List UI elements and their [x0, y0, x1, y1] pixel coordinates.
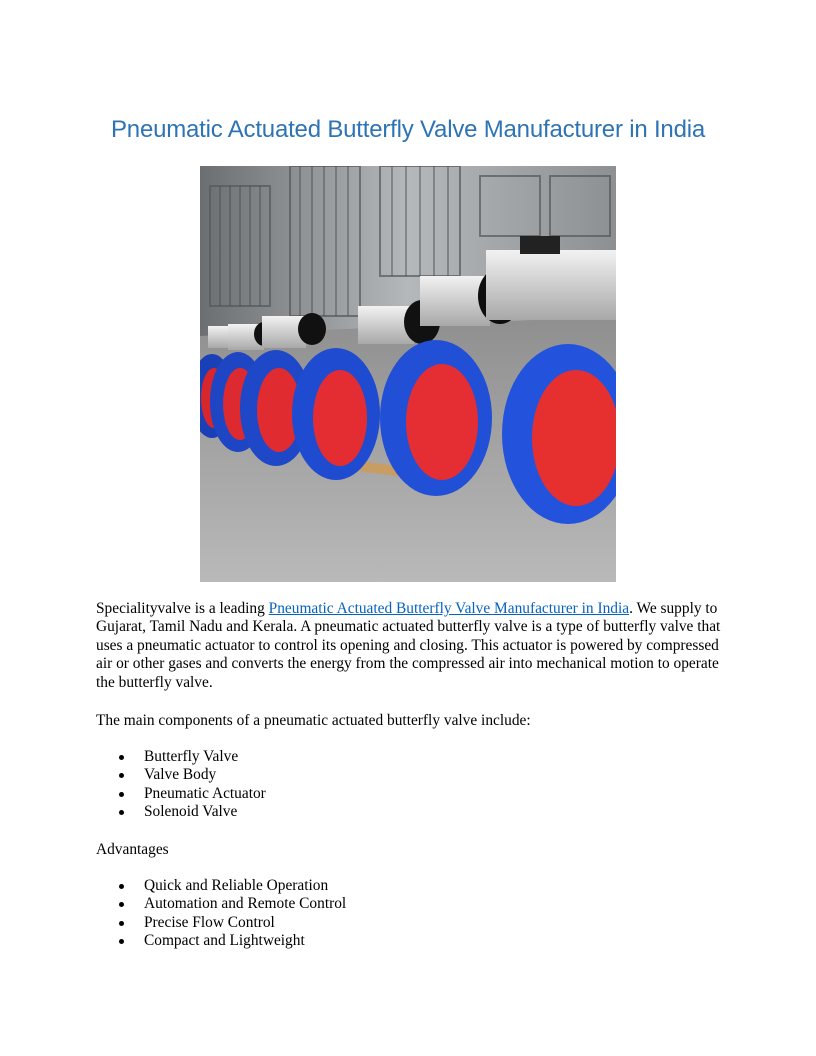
list-item: Quick and Reliable Operation — [96, 877, 696, 895]
list-item: Automation and Remote Control — [96, 895, 696, 913]
page-title: Pneumatic Actuated Butterfly Valve Manufacturer in India — [110, 116, 705, 143]
intro-paragraph — [96, 600, 726, 692]
bullet-icon — [119, 884, 124, 889]
bullet-icon — [119, 773, 124, 778]
bullet-icon — [119, 939, 124, 944]
components-list — [96, 748, 696, 822]
advantages-heading: Advantages — [96, 841, 169, 858]
bullet-icon — [119, 921, 124, 926]
list-item: Compact and Lightweight — [96, 932, 696, 950]
bullet-icon — [119, 755, 124, 760]
bullet-icon — [119, 792, 124, 797]
list-item: Valve Body — [96, 766, 696, 784]
manufacturer-link[interactable]: Pneumatic Actuated Butterfly Valve Manufacturer in India — [268, 600, 630, 617]
advantages-list — [96, 877, 696, 951]
list-item: Precise Flow Control — [96, 914, 696, 932]
list-item: Pneumatic Actuator — [96, 785, 696, 803]
components-intro: The main components of a pneumatic actuated butterfly valve include: — [96, 712, 531, 729]
intro-text-before-link: Specialityvalve is a leading — [96, 600, 269, 617]
valve-photo — [200, 166, 616, 582]
bullet-icon — [119, 810, 124, 815]
list-item: Solenoid Valve — [96, 803, 696, 821]
intro-text-after-link: . We supply to Gujarat, Tamil Nadu and Kerala. A pneumatic actuated butterfly valve is a type of butterfly valve that uses a pneumatic actuator to control its opening and closing. This actuator is powered by compressed air or other gases and converts the energy from the compressed air into mechanical motion to operate the butterfly valve. — [96, 600, 721, 691]
bullet-icon — [119, 902, 124, 907]
list-item: Butterfly Valve — [96, 748, 696, 766]
